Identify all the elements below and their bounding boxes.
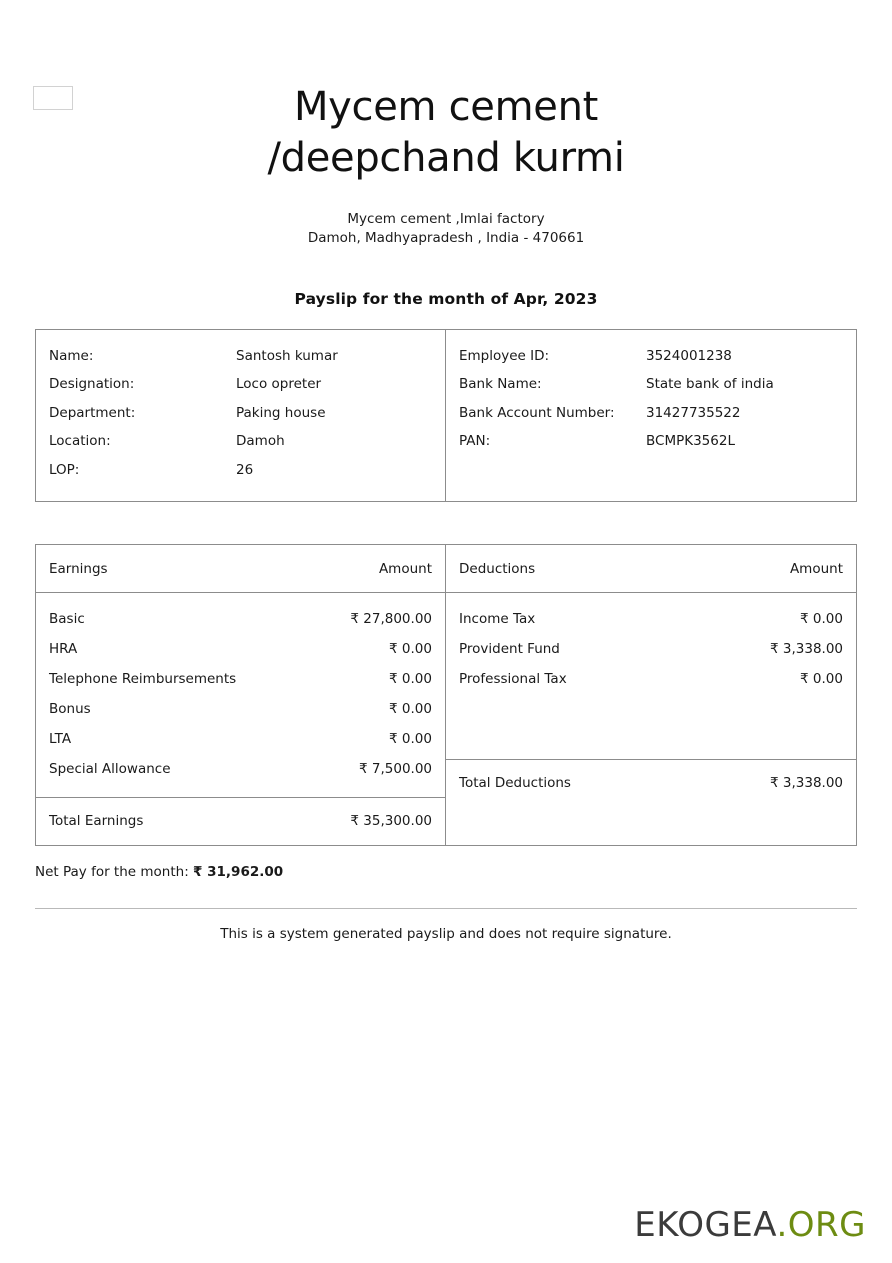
net-pay-amount: ₹ 31,962.00 bbox=[193, 863, 284, 880]
lop-label: LOP: bbox=[49, 461, 80, 478]
earnings-row-label: Bonus bbox=[49, 700, 91, 717]
deductions-row-label: Professional Tax bbox=[459, 670, 567, 687]
employee-detail-row bbox=[36, 428, 445, 457]
employee-id-value: 3524001238 bbox=[646, 347, 732, 364]
company-address bbox=[0, 210, 892, 247]
employee-detail-row bbox=[446, 371, 856, 400]
earnings-deductions-table bbox=[35, 544, 857, 846]
designation-value: Loco opreter bbox=[236, 376, 322, 393]
total-deductions-label: Total Deductions bbox=[459, 774, 571, 791]
bank-account-number-label: Bank Account Number: bbox=[459, 404, 615, 421]
ekogea-name: EKOGEA bbox=[634, 1205, 777, 1245]
total-earnings-label: Total Earnings bbox=[49, 812, 144, 829]
department-label: Department: bbox=[49, 404, 136, 421]
deductions-column bbox=[446, 545, 856, 845]
document-header bbox=[0, 0, 892, 247]
deductions-header-label: Deductions bbox=[459, 560, 536, 577]
pan-value: BCMPK3562L bbox=[646, 433, 735, 450]
earnings-header-amount: Amount bbox=[378, 560, 432, 577]
deductions-row bbox=[446, 634, 856, 664]
earnings-header-row bbox=[36, 545, 445, 593]
employee-name-label: Name: bbox=[49, 347, 94, 364]
deductions-row bbox=[446, 604, 856, 634]
employee-detail-row bbox=[36, 456, 445, 485]
deductions-row-label: Provident Fund bbox=[459, 640, 560, 657]
net-pay-line bbox=[35, 864, 857, 880]
earnings-row-label: HRA bbox=[49, 640, 78, 657]
bank-name-value: State bank of india bbox=[646, 376, 774, 393]
earnings-row-amount: ₹ 0.00 bbox=[389, 730, 432, 747]
footer-divider bbox=[35, 908, 857, 909]
department-value: Paking house bbox=[236, 404, 326, 421]
employee-detail-row bbox=[446, 428, 856, 457]
total-earnings-amount: ₹ 35,300.00 bbox=[350, 812, 432, 829]
company-title-line2: /deepchand kurmi bbox=[267, 135, 625, 182]
earnings-row-amount: ₹ 7,500.00 bbox=[359, 760, 432, 777]
earnings-rows bbox=[36, 593, 445, 797]
bank-name-label: Bank Name: bbox=[459, 376, 542, 393]
ekogea-org: .ORG bbox=[776, 1205, 866, 1245]
lop-value: 26 bbox=[236, 461, 254, 478]
earnings-row-amount: ₹ 27,800.00 bbox=[350, 610, 432, 627]
deductions-header-amount: Amount bbox=[789, 560, 843, 577]
earnings-row-amount: ₹ 0.00 bbox=[389, 640, 432, 657]
deductions-row-amount: ₹ 3,338.00 bbox=[770, 640, 843, 657]
earnings-column bbox=[36, 545, 446, 845]
pan-label: PAN: bbox=[459, 433, 491, 450]
employee-details-spacer bbox=[446, 456, 856, 483]
earnings-row-amount: ₹ 0.00 bbox=[389, 670, 432, 687]
deductions-row-amount: ₹ 0.00 bbox=[800, 670, 843, 687]
total-earnings-row bbox=[36, 797, 445, 845]
earnings-row bbox=[36, 634, 445, 664]
company-address-line1: Mycem cement ,Imlai factory bbox=[347, 211, 545, 228]
earnings-row-label: LTA bbox=[49, 730, 72, 747]
employee-details-table bbox=[35, 329, 857, 502]
earnings-row-label: Basic bbox=[49, 610, 85, 627]
ekogea-watermark bbox=[634, 1205, 866, 1245]
earnings-row bbox=[36, 604, 445, 634]
earnings-row bbox=[36, 754, 445, 784]
deductions-row bbox=[446, 664, 856, 694]
employee-detail-row bbox=[36, 342, 445, 371]
employee-detail-row bbox=[446, 399, 856, 428]
earnings-header-label: Earnings bbox=[49, 560, 108, 577]
deductions-row-amount: ₹ 0.00 bbox=[800, 610, 843, 627]
earnings-row-amount: ₹ 0.00 bbox=[389, 700, 432, 717]
footer-note: This is a system generated payslip and does not require signature. bbox=[220, 925, 672, 942]
location-label: Location: bbox=[49, 433, 111, 450]
employee-details-left-column bbox=[36, 330, 446, 501]
deductions-header-row bbox=[446, 545, 856, 593]
total-deductions-row bbox=[446, 759, 856, 807]
earnings-row bbox=[36, 724, 445, 754]
net-pay-label: Net Pay for the month: bbox=[35, 863, 189, 880]
earnings-row bbox=[36, 694, 445, 724]
employee-detail-row bbox=[36, 399, 445, 428]
deductions-row-label: Income Tax bbox=[459, 610, 536, 627]
payslip-title: Payslip for the month of Apr, 2023 bbox=[294, 290, 598, 309]
bank-account-number-value: 31427735522 bbox=[646, 404, 741, 421]
total-deductions-amount: ₹ 3,338.00 bbox=[770, 774, 843, 791]
company-address-line2: Damoh, Madhyapradesh , India - 470661 bbox=[307, 229, 585, 246]
company-title bbox=[166, 82, 726, 184]
location-value: Damoh bbox=[236, 433, 285, 450]
earnings-row-label: Special Allowance bbox=[49, 760, 171, 777]
employee-id-label: Employee ID: bbox=[459, 347, 550, 364]
designation-label: Designation: bbox=[49, 376, 135, 393]
employee-details-right-column bbox=[446, 330, 856, 501]
earnings-row bbox=[36, 664, 445, 694]
company-title-line1: Mycem cement bbox=[293, 84, 599, 130]
earnings-row-label: Telephone Reimbursements bbox=[49, 670, 237, 687]
employee-detail-row bbox=[36, 371, 445, 400]
company-logo-placeholder bbox=[33, 86, 73, 110]
employee-detail-row bbox=[446, 342, 856, 371]
deductions-rows bbox=[446, 593, 856, 759]
employee-name-value: Santosh kumar bbox=[236, 347, 338, 364]
